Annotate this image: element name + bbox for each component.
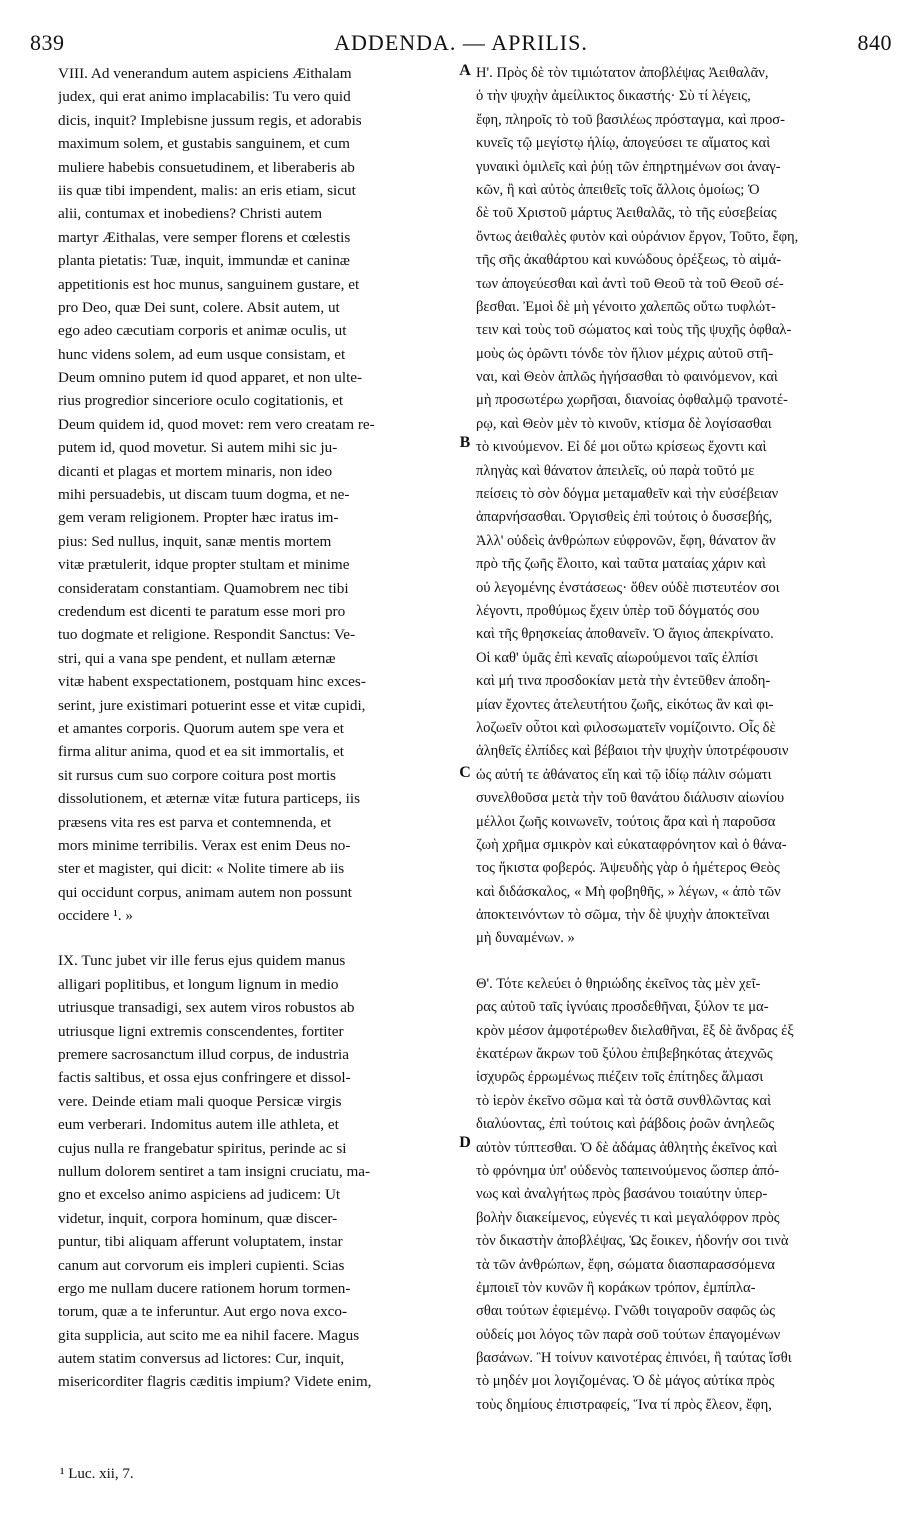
- latin-text-line: alligari poplitibus, et longum lignum in medio: [58, 975, 339, 993]
- latin-text-line: gno et excelso animo aspiciens ad judicem: Ut: [58, 1186, 341, 1204]
- greek-text-line: των ἀπογεύεσθαι καὶ ἀντὶ τοῦ Θεοῦ τὰ τοῦ Θεοῦ σέ-: [476, 275, 784, 292]
- greek-text-line: ἀποκτεινόντων τὸ σῶμα, τὴν δὲ ψυχὴν ἀποκτεῖναι: [476, 907, 770, 924]
- greek-text-line: μὴ προσωτέρω χωρῆσαι, διανοίας ὀφθαλμῷ τρανοτέ-: [476, 392, 788, 409]
- latin-text-line: judex, qui erat animo implacabilis: Tu vero quid: [58, 88, 351, 106]
- latin-text-line: qui occidunt corpus, animam autem non possunt: [58, 883, 352, 901]
- latin-text-line: pius: Sed nullus, inquit, sanæ mentis mortem: [58, 532, 332, 550]
- greek-text-line: τὰ τῶν ἀνθρώπων, ἔφη, σώματα διασπαρασσόμενα: [476, 1256, 775, 1273]
- latin-text-line: dicis, inquit? Implebisne jussum regis, et adorabis: [58, 111, 362, 129]
- page-number-right: 840: [857, 30, 892, 55]
- greek-text-line: μοὺς ὡς ὁρῶντι τόνδε τὸν ἥλιον μέχρις αὐτοῦ στῆ-: [476, 345, 774, 362]
- latin-text-line: gem veram religionem. Propter hæc iratus im-: [58, 509, 339, 527]
- greek-text-line: τῆς σῆς ἀκαθάρτου καὶ κυνώδους ὀρέξεως, τὸ αἱμά-: [476, 252, 782, 269]
- latin-text-line: autem statim conversus ad lictores: Cur, inquit,: [58, 1350, 345, 1368]
- latin-text-line: dicanti et plagas et mortem minaris, non ideo: [58, 462, 333, 480]
- latin-text-line: canum aut corvorum eis impleri cupienti. Scias: [58, 1256, 345, 1274]
- greek-text-line: βεσθαι. Ἐμοὶ δὲ μὴ γένοιτο χαλεπῶς οὕτω τυφλώτ-: [476, 298, 776, 315]
- greek-text-line: διαλύοντας, ἐπὶ τούτοις καὶ ῥάβδοις ῥοῶν ἀνηλεῶς: [476, 1116, 775, 1133]
- latin-text-line: dissolutionem, et æternæ vitæ futura particeps, iis: [58, 790, 361, 808]
- latin-text-line: nullum dolorem sentiret a tam insigni cruciatu, ma-: [58, 1162, 371, 1180]
- latin-text-line: iis quæ tibi impendent, malis: an eris etiam, sicut: [58, 181, 356, 199]
- greek-text-line: ὡς αὐτή τε ἀθάνατος εἴη καὶ τῷ ἰδίῳ πάλιν σώματι: [476, 766, 772, 783]
- latin-text-line: credendum est dicenti te paratum esse mori pro: [58, 602, 346, 620]
- greek-text-line: κρὸν μέσον ἀμφοτέρωθεν διελαθῆναι, ἓξ δὲ ἄνδρας ἐξ: [476, 1022, 794, 1039]
- latin-text-line: ergo me nullam ducere rationem horum tormen-: [58, 1279, 351, 1297]
- greek-text-line: οὐ λεγομένης ἐνστάσεως· ὅθεν οὐδὲ πιστευτέον σοι: [476, 579, 780, 596]
- greek-text-line: τος ἥκιστα φοβερός. Ἀψευδὴς γὰρ ὁ ἡμέτερος Θεὸς: [476, 860, 780, 877]
- greek-text-line: ἐμποιεῖ τὸν κυνῶν ἢ κοράκων τρόπον, ἐμπίπλα-: [476, 1279, 756, 1296]
- greek-text-line: ὁ τὴν ψυχὴν ἀμείλικτος δικαστής· Σὺ τί λέγεις,: [476, 88, 751, 105]
- latin-text-line: et amantes corporis. Quorum autem spe vera et: [58, 719, 344, 737]
- greek-text-line: Θ'. Τότε κελεύει ὁ θηριώδης ἐκεῖνος τὰς μὲν χεῖ-: [476, 975, 761, 992]
- greek-text-line: ἀληθεῖς ἐλπίδες καὶ βέβαιοι τὴν ψυχὴν ὑποτρέφουσιν: [476, 743, 789, 760]
- latin-text-line: consideratam constantiam. Quamobrem nec tibi: [58, 579, 349, 597]
- greek-text-line: οὐδείς μοι λόγος τῶν παρὰ σοῦ τούτων ἐπαγομένων: [476, 1326, 781, 1343]
- latin-text-line: vitæ habent exspectationem, postquam hinc exces-: [58, 673, 366, 691]
- section-marker-c: C: [459, 764, 471, 781]
- greek-text-line: πείσεις τὸ σὸν δόγμα μεταμαθεῖν καὶ τὴν εὐσέβειαν: [476, 486, 779, 503]
- latin-text-line: rius progredior sinceriore oculo cogitationis, et: [58, 392, 344, 410]
- greek-text-line: γυναικὶ ὁμιλεῖς καὶ ῥύῃ τῶν ἐπηρτημένων σοι ἀναγ-: [476, 158, 781, 175]
- greek-text-line: συνελθοῦσα μετὰ τὴν τοῦ θανάτου διάλυσιν αἰωνίου: [476, 790, 785, 807]
- page-number-left: 839: [30, 30, 65, 55]
- greek-text-line: βολὴν διακείμενος, εὐγενές τι καὶ μεγαλόφρον πρὸς: [476, 1209, 780, 1226]
- latin-text-line: utriusque ligni extremis conscendentes, fortiter: [58, 1022, 344, 1040]
- greek-text-line: τὸ ἱερὸν ἐκεῖνο σῶμα καὶ τὰ ὀστᾶ συνθλῶντας καὶ: [476, 1092, 771, 1109]
- latin-text-line: mihi persuadebis, ut discam tuum dogma, et ne-: [58, 486, 350, 504]
- greek-text-line: σθαι τούτων ἐφιεμένῳ. Γνῶθι τοιγαροῦν σαφῶς ὡς: [476, 1303, 776, 1320]
- greek-text-line: πληγὰς καὶ θάνατον ἀπειλεῖς, οὐ παρὰ τοῦτό με: [476, 462, 755, 479]
- greek-text-line: Οἱ καθ' ὑμᾶς ἐπὶ κεναῖς αἰωρούμενοι ταῖς ἐλπίσι: [476, 649, 759, 666]
- greek-text-line: ρας αὐτοῦ ταῖς ἰγνύαις προσδεθῆναι, ξύλον τε μα-: [476, 999, 769, 1016]
- greek-text-line: αὐτὸν τύπτεσθαι. Ὁ δὲ ἀδάμας ἀθλητὴς ἐκεῖνος καὶ: [476, 1139, 778, 1156]
- greek-text-line: ἑκατέρων ἄκρων τοῦ ξύλου ἐπιβεβηκότας ἀτεχνῶς: [476, 1046, 773, 1063]
- greek-text-line: ζωὴ χρῆμα σμικρὸν καὶ εὐκαταφρόνητον καὶ ὁ θάνα-: [476, 836, 787, 853]
- greek-text-line: πρὸ τῆς ζωῆς ἕλοιτο, καὶ ταῦτα ματαίας χάριν καὶ: [476, 556, 766, 573]
- greek-text-line: καὶ μή τινα προσδοκίαν μετὰ τὴν ἐντεῦθεν ἀποδη-: [476, 673, 771, 690]
- latin-text-line: firma alitur anima, quod et ea sit immortalis, et: [58, 743, 344, 761]
- latin-text-line: appetitionis est hoc munus, sanguinem gustare, et: [58, 275, 360, 293]
- latin-text-line: alii, contumax et inobediens? Christi autem: [58, 205, 323, 223]
- greek-text-line: ἰσχυρῶς ἐρρωμένως πιέζειν τοῖς ἐπίτηδες ἅλμασι: [476, 1069, 764, 1086]
- running-title: ADDENDA. — APRILIS.: [334, 30, 588, 55]
- greek-text-line: τὸ κινούμενον. Εἰ δέ μοι οὕτω κρίσεως ἔχοντι καὶ: [476, 439, 767, 456]
- latin-text-line: vitæ prætulerit, idque propter stultam et minime: [58, 556, 350, 574]
- greek-text-line: τὸ φρόνημα ὑπ' οὐδενὸς ταπεινούμενος ὥσπερ ἀπό-: [476, 1162, 780, 1179]
- latin-text-line: puntur, tibi aliquam afferunt voluptatem, instar: [58, 1233, 343, 1251]
- greek-text-line: καὶ τῆς θρησκείας ἀποθανεῖν. Ὁ ἅγιος ἀπεκρίνατο.: [476, 626, 774, 643]
- greek-text-line: τειν καὶ τοὺς τοῦ σώματος καὶ τοὺς τῆς ψυχῆς ὀφθαλ-: [476, 322, 792, 339]
- latin-text-line: maximum solem, et gustabis sanguinem, et cum: [58, 135, 350, 153]
- running-header: [30, 26, 892, 60]
- latin-text-line: serint, jure existimari potuerint esse et vitæ cupidi,: [58, 696, 366, 714]
- greek-text-line: τὸ μηδέν μοι λογιζομένας. Ὁ δὲ μάγος αὐτίκα πρὸς: [476, 1373, 775, 1390]
- greek-text-line: λέγοντι, προθύμως ἔχειν ὑπὲρ τοῦ δόγματός σου: [476, 602, 760, 619]
- latin-text-line: muliere habebis consuetudinem, et liberaberis ab: [58, 158, 355, 176]
- latin-text-line: mors minime terribilis. Verax est enim Deus no-: [58, 836, 351, 854]
- latin-text-line: ster et magister, qui dicit: « Nolite timere ab iis: [58, 860, 345, 878]
- latin-text-line: cujus nulla re frangebatur spiritus, perinde ac si: [58, 1139, 347, 1157]
- greek-text-line: Η'. Πρὸς δὲ τὸν τιμιώτατον ἀποβλέψας Ἀειθαλᾶν,: [476, 65, 769, 81]
- greek-text-line: καὶ διδάσκαλος, « Μὴ φοβηθῆς, » λέγων, « ἀπὸ τῶν: [476, 883, 781, 900]
- greek-text-line: Ἀλλ' οὐδεὶς ἀνθρώπων εὐφρονῶν, ἔφη, θάνατον ἂν: [476, 532, 776, 549]
- latin-text-line: putem id, quod movetur. Si autem mihi sic ju-: [58, 439, 338, 457]
- greek-text-line: ρῳ, καὶ Θεὸν μὲν τὸ κινοῦν, κτίσμα δὲ λογίσασθαι: [476, 415, 772, 432]
- greek-text-line: τὸν δικαστὴν ἀποβλέψας, Ὡς ἔοικεν, ἡδονήν σοι τινὰ: [476, 1233, 789, 1250]
- latin-text-line: torum, quæ a te inferuntur. Aut ergo nova exco-: [58, 1303, 348, 1321]
- latin-text-line: IX. Tunc jubet vir ille ferus ejus quidem manus: [58, 952, 346, 970]
- latin-text-line: factis saltibus, et ossa ejus confringere et dissol-: [58, 1069, 351, 1087]
- footnote: ¹ Luc. xii, 7.: [60, 1466, 134, 1482]
- latin-text-line: misericorditer flagris cæditis impium? Videte enim,: [58, 1373, 372, 1391]
- latin-text-line: pro Deo, quæ Dei sunt, colere. Absit autem, ut: [58, 298, 340, 316]
- greek-text-line: ναι, καὶ Θεὸν ἁπλῶς ἡγήσασθαι τὸ φαινόμενον, καὶ: [476, 369, 778, 386]
- latin-text-line: præsens vita res est parva et contemnenda, et: [58, 813, 332, 831]
- greek-text-line: μίαν ἔχοντες ἀτελευτήτου ζωῆς, εἰκότως ἂν καὶ φι-: [476, 696, 774, 713]
- latin-column: [58, 62, 454, 1394]
- greek-text-line: ἀπαρνήσασθαι. Ὀργισθεὶς ἐπὶ τούτοις ὁ δυσσεβής,: [476, 509, 773, 526]
- latin-text-line: videtur, inquit, corpora hominum, quæ discer-: [58, 1209, 338, 1227]
- latin-text-line: VIII. Ad venerandum autem aspiciens Æithalam: [58, 65, 352, 82]
- latin-text-line: occidere ¹. »: [58, 907, 133, 925]
- latin-text-line: vere. Deinde etiam mali quoque Persicæ virgis: [58, 1092, 342, 1110]
- latin-text-line: sit rursus cum suo corpore coitura post mortis: [58, 766, 336, 784]
- greek-text-line: ἔφη, πληροῖς τὸ τοῦ βασιλέως πρόσταγμα, καὶ προσ-: [476, 111, 785, 128]
- greek-text-line: κυνεῖς τῷ μεγίστῳ ἡλίῳ, ἀπογεύσει τε αἵματος καὶ: [476, 135, 771, 152]
- greek-text-line: δὲ τοῦ Χριστοῦ μάρτυς Ἀειθαλᾶς, τὸ τῆς εὐσεβείας: [476, 205, 777, 222]
- greek-column: [476, 62, 894, 1417]
- latin-text-line: martyr Æithalas, vere semper florens et cœlestis: [58, 228, 351, 246]
- latin-text-line: planta pietatis: Tuæ, inquit, immundæ et caninæ: [58, 252, 350, 270]
- greek-text-line: μὴ δυναμένων. »: [476, 930, 575, 947]
- section-marker-d: D: [459, 1134, 471, 1151]
- greek-text-line: μέλλοι ζωῆς κοινωνεῖν, τούτοις ἄρα καὶ ἡ παροῦσα: [476, 813, 776, 830]
- latin-text-line: ego adeo cæcutiam corporis et animæ oculis, ut: [58, 322, 347, 340]
- latin-text-line: eum verberari. Indomitus autem ille athleta, et: [58, 1116, 339, 1134]
- latin-text-line: premere sacrosanctum illud corpus, de industria: [58, 1046, 350, 1064]
- greek-text-line: νως καὶ ἀναλγήτως πρὸς βασάνου τοιαύτην ὑπερ-: [476, 1186, 768, 1203]
- greek-text-line: τοὺς δημίους ἐπιστραφείς, Ἵνα τί πρὸς ἔλεον, ἔφη,: [476, 1396, 772, 1413]
- greek-text-line: λοζωεῖν οὗτοι καὶ φιλοσωματεῖν νομίζοιντο. Οἷς δὲ: [476, 719, 776, 736]
- latin-text-line: Deum quidem id, quod movet: rem vero creatam re-: [58, 415, 375, 433]
- latin-text-line: hunc videns solem, ad eum usque consistam, et: [58, 345, 346, 363]
- latin-text-line: utriusque transadigi, sex autem viros robustos ab: [58, 999, 355, 1017]
- greek-text-line: βασάνων. Ἢ τοίνυν καινοτέρας ἐπινόει, ἢ ταύτας ἴσθι: [476, 1350, 792, 1367]
- greek-text-line: κῶν, ἢ καὶ αὐτὸς ἀπειθεῖς τοῖς ἄλλοις ὁμοίως; Ὁ: [476, 181, 760, 198]
- latin-text-line: gita supplicia, aut scito me ea nihil facere. Magus: [58, 1326, 360, 1344]
- section-marker-a: A: [459, 62, 471, 79]
- latin-text-line: stri, qui a vana spe pendent, et nullam æternæ: [58, 649, 336, 667]
- section-marker-b: B: [459, 434, 471, 451]
- latin-text-line: tuo dogmate et religione. Respondit Sanctus: Ve-: [58, 626, 356, 644]
- latin-text-line: Deum omnino putem id quod apparet, et non ulte-: [58, 369, 363, 387]
- greek-text-line: ὄντως ἀειθαλὲς φυτὸν καὶ οὐράνιον ἔργον, Τοῦτο, ἔφη,: [476, 228, 799, 245]
